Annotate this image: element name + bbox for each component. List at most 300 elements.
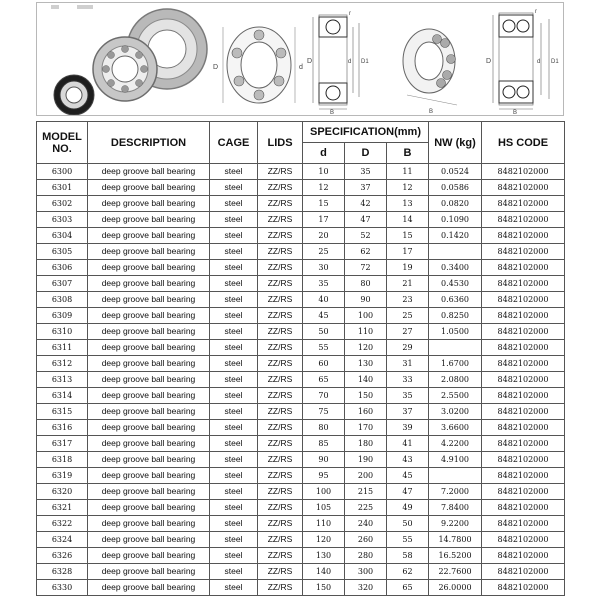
cell-B: 62 [387, 564, 429, 580]
cell-model: 6326 [37, 548, 88, 564]
cell-lids: ZZ/RS [258, 532, 303, 548]
cell-hs: 8482102000 [482, 196, 565, 212]
header-model [37, 122, 88, 164]
cell-model: 6312 [37, 356, 88, 372]
cell-hs: 8482102000 [482, 308, 565, 324]
cell-d: 30 [303, 260, 345, 276]
cell-d: 65 [303, 372, 345, 388]
header-cage: CAGE [210, 122, 258, 164]
cell-D: 52 [345, 228, 387, 244]
cell-cage: steel [210, 532, 258, 548]
cell-B: 35 [387, 388, 429, 404]
cell-model: 6309 [37, 308, 88, 324]
cell-lids: ZZ/RS [258, 212, 303, 228]
cell-D: 170 [345, 420, 387, 436]
svg-text:D1: D1 [361, 59, 369, 65]
header-lids: LIDS [258, 122, 303, 164]
cell-lids: ZZ/RS [258, 436, 303, 452]
cell-model: 6302 [37, 196, 88, 212]
cell-lids: ZZ/RS [258, 484, 303, 500]
cell-B: 31 [387, 356, 429, 372]
cell-model: 6322 [37, 516, 88, 532]
cell-nw: 0.1420 [429, 228, 482, 244]
cell-D: 80 [345, 276, 387, 292]
cell-cage: steel [210, 452, 258, 468]
cell-D: 280 [345, 548, 387, 564]
header-description: DESCRIPTION [88, 122, 210, 164]
cell-d: 70 [303, 388, 345, 404]
cell-d: 10 [303, 164, 345, 180]
table-row [37, 244, 565, 260]
table-row [37, 372, 565, 388]
table-row [37, 260, 565, 276]
cell-B: 29 [387, 340, 429, 356]
cell-cage: steel [210, 468, 258, 484]
svg-text:D1: D1 [551, 59, 559, 65]
cell-d: 130 [303, 548, 345, 564]
cell-D: 225 [345, 500, 387, 516]
table-row [37, 196, 565, 212]
cell-nw: 0.3400 [429, 260, 482, 276]
header-model-line2: NO. [52, 142, 72, 155]
cell-d: 45 [303, 308, 345, 324]
bearing-figures [37, 3, 563, 115]
header-nw: NW (kg) [429, 122, 482, 164]
cell-nw: 3.6600 [429, 420, 482, 436]
cell-lids: ZZ/RS [258, 356, 303, 372]
cell-nw: 0.0586 [429, 180, 482, 196]
cell-hs: 8482102000 [482, 532, 565, 548]
cell-hs: 8482102000 [482, 212, 565, 228]
table-row [37, 404, 565, 420]
cell-d: 40 [303, 292, 345, 308]
cell-D: 320 [345, 580, 387, 596]
cell-cage: steel [210, 260, 258, 276]
cell-nw: 2.5500 [429, 388, 482, 404]
cell-D: 62 [345, 244, 387, 260]
cell-hs: 8482102000 [482, 580, 565, 596]
cell-hs: 8482102000 [482, 452, 565, 468]
cell-cage: steel [210, 292, 258, 308]
spec-table-body [37, 164, 565, 596]
table-row [37, 500, 565, 516]
cell-model: 6303 [37, 212, 88, 228]
cell-desc: deep groove ball bearing [88, 500, 210, 516]
cell-B: 25 [387, 308, 429, 324]
cell-D: 180 [345, 436, 387, 452]
cell-hs: 8482102000 [482, 164, 565, 180]
cell-B: 41 [387, 436, 429, 452]
cell-lids: ZZ/RS [258, 308, 303, 324]
cell-hs: 8482102000 [482, 372, 565, 388]
cell-nw: 9.2200 [429, 516, 482, 532]
cell-cage: steel [210, 516, 258, 532]
cell-D: 35 [345, 164, 387, 180]
cell-cage: steel [210, 164, 258, 180]
table-row [37, 308, 565, 324]
cell-B: 21 [387, 276, 429, 292]
cell-desc: deep groove ball bearing [88, 308, 210, 324]
cell-nw: 14.7800 [429, 532, 482, 548]
cell-desc: deep groove ball bearing [88, 516, 210, 532]
cell-d: 110 [303, 516, 345, 532]
cell-hs: 8482102000 [482, 340, 565, 356]
cell-lids: ZZ/RS [258, 388, 303, 404]
cell-B: 33 [387, 372, 429, 388]
cell-desc: deep groove ball bearing [88, 292, 210, 308]
cell-B: 45 [387, 468, 429, 484]
cell-model: 6330 [37, 580, 88, 596]
cell-lids: ZZ/RS [258, 164, 303, 180]
svg-text:B: B [330, 110, 335, 115]
header-model-line1: MODEL [42, 130, 82, 143]
cell-d: 17 [303, 212, 345, 228]
cell-desc: deep groove ball bearing [88, 404, 210, 420]
header-hs-code: HS CODE [482, 122, 565, 164]
cell-B: 27 [387, 324, 429, 340]
cell-desc: deep groove ball bearing [88, 212, 210, 228]
cell-cage: steel [210, 180, 258, 196]
cell-d: 12 [303, 180, 345, 196]
cell-nw: 1.6700 [429, 356, 482, 372]
deep-groove-bearing-cutaway [213, 27, 303, 103]
cell-hs: 8482102000 [482, 180, 565, 196]
cell-cage: steel [210, 484, 258, 500]
cell-hs: 8482102000 [482, 292, 565, 308]
cell-D: 120 [345, 340, 387, 356]
cell-nw [429, 468, 482, 484]
cell-model: 6314 [37, 388, 88, 404]
header-d: d [303, 143, 345, 164]
cell-cage: steel [210, 548, 258, 564]
cell-d: 100 [303, 484, 345, 500]
svg-text:r: r [349, 11, 351, 17]
cell-D: 300 [345, 564, 387, 580]
header-specification: SPECIFICATION(mm) [303, 122, 429, 143]
cell-desc: deep groove ball bearing [88, 436, 210, 452]
cell-model: 6313 [37, 372, 88, 388]
cell-nw: 0.8250 [429, 308, 482, 324]
cell-nw: 4.9100 [429, 452, 482, 468]
cell-hs: 8482102000 [482, 228, 565, 244]
cell-D: 130 [345, 356, 387, 372]
cell-d: 25 [303, 244, 345, 260]
svg-text:d: d [299, 64, 303, 71]
cell-desc: deep groove ball bearing [88, 244, 210, 260]
cell-model: 6321 [37, 500, 88, 516]
header-D: D [345, 143, 387, 164]
cell-D: 200 [345, 468, 387, 484]
cell-hs: 8482102000 [482, 516, 565, 532]
double-row-bearing-section [486, 9, 559, 115]
cell-desc: deep groove ball bearing [88, 484, 210, 500]
cell-D: 190 [345, 452, 387, 468]
cell-B: 12 [387, 180, 429, 196]
header-B: B [387, 143, 429, 164]
cell-cage: steel [210, 404, 258, 420]
cell-B: 13 [387, 196, 429, 212]
cell-d: 60 [303, 356, 345, 372]
cell-lids: ZZ/RS [258, 516, 303, 532]
cell-B: 49 [387, 500, 429, 516]
cell-d: 50 [303, 324, 345, 340]
cell-D: 260 [345, 532, 387, 548]
cell-hs: 8482102000 [482, 404, 565, 420]
cell-D: 110 [345, 324, 387, 340]
cell-cage: steel [210, 212, 258, 228]
cell-nw: 0.0820 [429, 196, 482, 212]
cell-nw: 7.2000 [429, 484, 482, 500]
table-row [37, 340, 565, 356]
cell-model: 6305 [37, 244, 88, 260]
cell-model: 6301 [37, 180, 88, 196]
cell-desc: deep groove ball bearing [88, 196, 210, 212]
cell-model: 6306 [37, 260, 88, 276]
svg-text:d: d [537, 59, 541, 65]
table-row [37, 356, 565, 372]
cell-hs: 8482102000 [482, 468, 565, 484]
cell-lids: ZZ/RS [258, 196, 303, 212]
cell-model: 6324 [37, 532, 88, 548]
cell-D: 47 [345, 212, 387, 228]
cell-D: 160 [345, 404, 387, 420]
table-row [37, 516, 565, 532]
cell-lids: ZZ/RS [258, 548, 303, 564]
table-row [37, 228, 565, 244]
cell-cage: steel [210, 420, 258, 436]
cell-lids: ZZ/RS [258, 404, 303, 420]
svg-text:D: D [213, 64, 219, 71]
cell-nw: 22.7600 [429, 564, 482, 580]
cell-cage: steel [210, 196, 258, 212]
cell-d: 75 [303, 404, 345, 420]
cell-d: 55 [303, 340, 345, 356]
table-row [37, 436, 565, 452]
cell-cage: steel [210, 388, 258, 404]
cell-lids: ZZ/RS [258, 580, 303, 596]
cell-hs: 8482102000 [482, 484, 565, 500]
cell-desc: deep groove ball bearing [88, 468, 210, 484]
cell-cage: steel [210, 500, 258, 516]
cell-lids: ZZ/RS [258, 468, 303, 484]
cell-cage: steel [210, 244, 258, 260]
cell-model: 6308 [37, 292, 88, 308]
cell-d: 85 [303, 436, 345, 452]
cell-d: 35 [303, 276, 345, 292]
table-row [37, 180, 565, 196]
cell-B: 47 [387, 484, 429, 500]
cell-cage: steel [210, 340, 258, 356]
cell-desc: deep groove ball bearing [88, 180, 210, 196]
cell-hs: 8482102000 [482, 388, 565, 404]
cell-B: 39 [387, 420, 429, 436]
deep-groove-bearing-section [307, 11, 369, 115]
header-row [37, 122, 565, 143]
table-row [37, 324, 565, 340]
svg-text:D: D [307, 58, 313, 65]
cell-hs: 8482102000 [482, 260, 565, 276]
cell-desc: deep groove ball bearing [88, 324, 210, 340]
svg-text:r: r [535, 9, 537, 15]
cell-cage: steel [210, 308, 258, 324]
cell-hs: 8482102000 [482, 244, 565, 260]
cell-B: 37 [387, 404, 429, 420]
table-row [37, 292, 565, 308]
cell-model: 6307 [37, 276, 88, 292]
cell-D: 240 [345, 516, 387, 532]
cell-B: 43 [387, 452, 429, 468]
bearing-photo [51, 5, 207, 115]
cell-B: 19 [387, 260, 429, 276]
cell-D: 72 [345, 260, 387, 276]
cell-desc: deep groove ball bearing [88, 340, 210, 356]
cell-D: 215 [345, 484, 387, 500]
cell-D: 42 [345, 196, 387, 212]
cell-lids: ZZ/RS [258, 180, 303, 196]
table-row [37, 484, 565, 500]
cell-d: 105 [303, 500, 345, 516]
table-row [37, 564, 565, 580]
cell-nw [429, 244, 482, 260]
cell-model: 6316 [37, 420, 88, 436]
cell-nw [429, 340, 482, 356]
cell-d: 80 [303, 420, 345, 436]
svg-text:D: D [486, 58, 492, 65]
cell-nw: 26.0000 [429, 580, 482, 596]
cell-B: 15 [387, 228, 429, 244]
svg-text:B: B [429, 109, 434, 115]
table-row [37, 276, 565, 292]
table-row [37, 580, 565, 596]
cell-nw: 0.6360 [429, 292, 482, 308]
cell-desc: deep groove ball bearing [88, 372, 210, 388]
cell-desc: deep groove ball bearing [88, 260, 210, 276]
cell-nw: 1.0500 [429, 324, 482, 340]
cell-d: 120 [303, 532, 345, 548]
cell-B: 23 [387, 292, 429, 308]
cell-hs: 8482102000 [482, 324, 565, 340]
cell-desc: deep groove ball bearing [88, 548, 210, 564]
cell-cage: steel [210, 580, 258, 596]
cell-D: 140 [345, 372, 387, 388]
cell-lids: ZZ/RS [258, 324, 303, 340]
cell-cage: steel [210, 356, 258, 372]
cell-desc: deep groove ball bearing [88, 228, 210, 244]
cell-nw: 4.2200 [429, 436, 482, 452]
cell-B: 50 [387, 516, 429, 532]
cell-nw: 16.5200 [429, 548, 482, 564]
cell-D: 150 [345, 388, 387, 404]
cell-desc: deep groove ball bearing [88, 356, 210, 372]
table-row [37, 212, 565, 228]
cell-lids: ZZ/RS [258, 420, 303, 436]
cell-d: 90 [303, 452, 345, 468]
cell-B: 17 [387, 244, 429, 260]
cell-lids: ZZ/RS [258, 276, 303, 292]
table-row [37, 532, 565, 548]
table-row [37, 420, 565, 436]
cell-hs: 8482102000 [482, 548, 565, 564]
cell-cage: steel [210, 372, 258, 388]
table-row [37, 164, 565, 180]
cell-cage: steel [210, 564, 258, 580]
svg-text:d: d [348, 59, 352, 65]
cell-B: 11 [387, 164, 429, 180]
cell-d: 15 [303, 196, 345, 212]
cell-model: 6300 [37, 164, 88, 180]
cell-hs: 8482102000 [482, 420, 565, 436]
cell-model: 6317 [37, 436, 88, 452]
bearing-figures-panel [36, 2, 564, 116]
cell-lids: ZZ/RS [258, 260, 303, 276]
svg-text:B: B [513, 110, 518, 115]
cell-model: 6304 [37, 228, 88, 244]
cell-lids: ZZ/RS [258, 372, 303, 388]
cell-hs: 8482102000 [482, 564, 565, 580]
cell-model: 6319 [37, 468, 88, 484]
table-row [37, 548, 565, 564]
cell-hs: 8482102000 [482, 276, 565, 292]
cell-model: 6328 [37, 564, 88, 580]
cell-nw: 3.0200 [429, 404, 482, 420]
double-row-bearing-cutaway [403, 29, 457, 115]
table-row [37, 388, 565, 404]
cell-desc: deep groove ball bearing [88, 532, 210, 548]
cell-model: 6310 [37, 324, 88, 340]
cell-desc: deep groove ball bearing [88, 388, 210, 404]
cell-d: 95 [303, 468, 345, 484]
cell-model: 6320 [37, 484, 88, 500]
cell-D: 90 [345, 292, 387, 308]
cell-nw: 7.8400 [429, 500, 482, 516]
cell-d: 140 [303, 564, 345, 580]
table-row [37, 468, 565, 484]
cell-desc: deep groove ball bearing [88, 276, 210, 292]
cell-nw: 0.0524 [429, 164, 482, 180]
cell-d: 20 [303, 228, 345, 244]
cell-B: 55 [387, 532, 429, 548]
cell-desc: deep groove ball bearing [88, 420, 210, 436]
cell-B: 58 [387, 548, 429, 564]
cell-cage: steel [210, 436, 258, 452]
cell-nw: 0.1090 [429, 212, 482, 228]
bearing-spec-table [36, 121, 565, 596]
cell-lids: ZZ/RS [258, 244, 303, 260]
cell-model: 6311 [37, 340, 88, 356]
cell-d: 150 [303, 580, 345, 596]
cell-hs: 8482102000 [482, 436, 565, 452]
cell-cage: steel [210, 276, 258, 292]
cell-lids: ZZ/RS [258, 564, 303, 580]
cell-lids: ZZ/RS [258, 292, 303, 308]
cell-desc: deep groove ball bearing [88, 580, 210, 596]
cell-hs: 8482102000 [482, 356, 565, 372]
cell-lids: ZZ/RS [258, 500, 303, 516]
cell-lids: ZZ/RS [258, 452, 303, 468]
cell-cage: steel [210, 228, 258, 244]
cell-model: 6315 [37, 404, 88, 420]
cell-lids: ZZ/RS [258, 228, 303, 244]
cell-desc: deep groove ball bearing [88, 564, 210, 580]
table-row [37, 452, 565, 468]
cell-model: 6318 [37, 452, 88, 468]
cell-B: 14 [387, 212, 429, 228]
cell-cage: steel [210, 324, 258, 340]
cell-nw: 0.4530 [429, 276, 482, 292]
cell-desc: deep groove ball bearing [88, 164, 210, 180]
cell-D: 100 [345, 308, 387, 324]
cell-D: 37 [345, 180, 387, 196]
